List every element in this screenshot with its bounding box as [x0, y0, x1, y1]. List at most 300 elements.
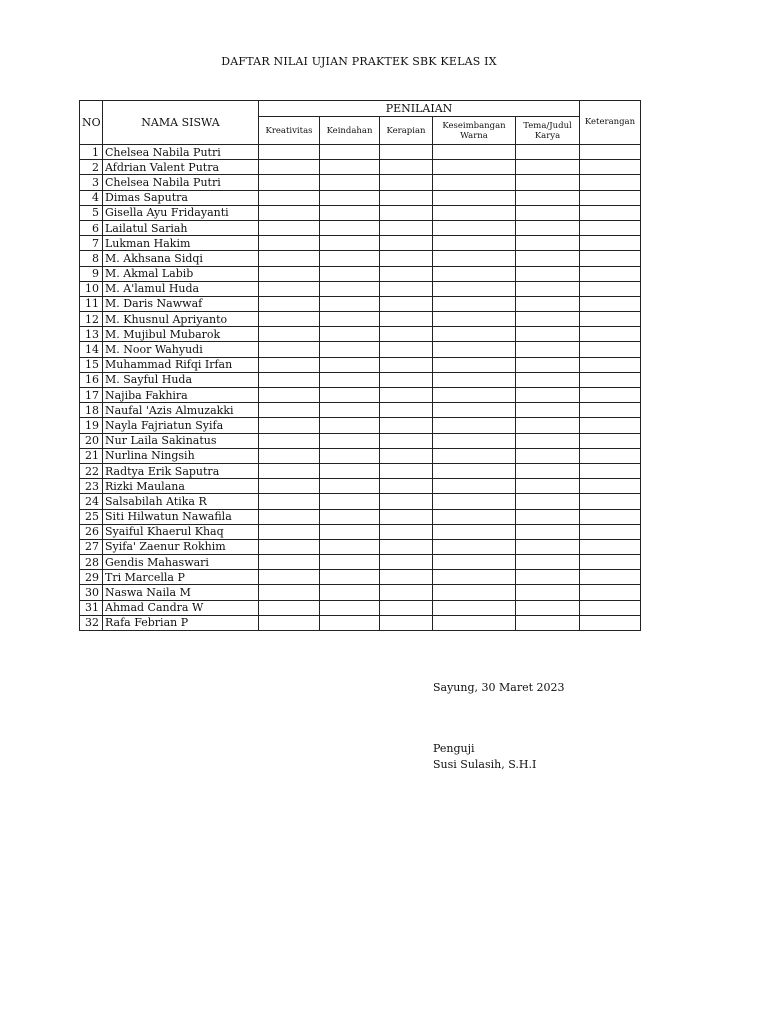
score-cell[interactable] [516, 479, 580, 494]
score-cell[interactable] [259, 220, 320, 235]
student-name: Muhammad Rifqi Irfan [103, 357, 259, 372]
score-cell[interactable] [259, 236, 320, 251]
student-name: M. Noor Wahyudi [103, 342, 259, 357]
row-number: 28 [80, 555, 103, 570]
score-cell[interactable] [259, 388, 320, 403]
score-cell[interactable] [516, 615, 580, 630]
row-number: 7 [80, 236, 103, 251]
row-number: 11 [80, 296, 103, 311]
score-cell[interactable] [433, 524, 516, 539]
table-row [80, 509, 641, 524]
row-number: 8 [80, 251, 103, 266]
keterangan-cell[interactable] [580, 448, 641, 463]
score-cell[interactable] [259, 509, 320, 524]
table-row [80, 494, 641, 509]
row-number: 2 [80, 160, 103, 175]
score-cell[interactable] [320, 190, 380, 205]
score-cell[interactable] [433, 585, 516, 600]
score-cell[interactable] [380, 479, 433, 494]
student-name: M. Akmal Labib [103, 266, 259, 281]
score-cell[interactable] [433, 236, 516, 251]
keterangan-cell[interactable] [580, 403, 641, 418]
keterangan-cell[interactable] [580, 388, 641, 403]
row-number: 32 [80, 615, 103, 630]
score-cell[interactable] [433, 342, 516, 357]
score-cell[interactable] [380, 296, 433, 311]
keterangan-cell[interactable] [580, 160, 641, 175]
keterangan-cell[interactable] [580, 555, 641, 570]
score-cell[interactable] [380, 220, 433, 235]
table-row [80, 327, 641, 342]
score-cell[interactable] [320, 205, 380, 220]
score-cell[interactable] [516, 433, 580, 448]
score-cell[interactable] [516, 570, 580, 585]
score-cell[interactable] [433, 281, 516, 296]
score-cell[interactable] [380, 600, 433, 615]
table-row [80, 479, 641, 494]
table-row [80, 539, 641, 554]
score-cell[interactable] [433, 357, 516, 372]
keterangan-cell[interactable] [580, 585, 641, 600]
score-cell[interactable] [259, 539, 320, 554]
student-name: M. Daris Nawwaf [103, 296, 259, 311]
score-cell[interactable] [516, 266, 580, 281]
row-number: 27 [80, 539, 103, 554]
table-row [80, 357, 641, 372]
row-number: 15 [80, 357, 103, 372]
score-cell[interactable] [516, 448, 580, 463]
score-cell[interactable] [380, 160, 433, 175]
score-cell[interactable] [259, 281, 320, 296]
keterangan-cell[interactable] [580, 236, 641, 251]
table-row [80, 448, 641, 463]
student-name: Chelsea Nabila Putri [103, 175, 259, 190]
table-row [80, 190, 641, 205]
score-cell[interactable] [259, 418, 320, 433]
keterangan-cell[interactable] [580, 266, 641, 281]
score-cell[interactable] [320, 585, 380, 600]
header-name: NAMA SISWA [103, 101, 259, 145]
table-row [80, 463, 641, 478]
student-name: Syaiful Khaerul Khaq [103, 524, 259, 539]
score-cell[interactable] [320, 615, 380, 630]
score-cell[interactable] [516, 220, 580, 235]
score-cell[interactable] [433, 418, 516, 433]
score-cell[interactable] [259, 570, 320, 585]
score-cell[interactable] [259, 327, 320, 342]
keterangan-cell[interactable] [580, 296, 641, 311]
student-name: Siti Hilwatun Nawafila [103, 509, 259, 524]
score-cell[interactable] [433, 555, 516, 570]
student-name: Lukman Hakim [103, 236, 259, 251]
table-row [80, 433, 641, 448]
row-number: 6 [80, 220, 103, 235]
score-cell[interactable] [259, 160, 320, 175]
score-cell[interactable] [380, 509, 433, 524]
row-number: 10 [80, 281, 103, 296]
keterangan-cell[interactable] [580, 342, 641, 357]
score-cell[interactable] [433, 570, 516, 585]
student-name: Tri Marcella P [103, 570, 259, 585]
table-row [80, 145, 641, 160]
table-body [80, 145, 641, 631]
score-cell[interactable] [380, 494, 433, 509]
score-cell[interactable] [516, 190, 580, 205]
score-cell[interactable] [516, 372, 580, 387]
keterangan-cell[interactable] [580, 251, 641, 266]
score-cell[interactable] [380, 418, 433, 433]
score-cell[interactable] [380, 266, 433, 281]
score-cell[interactable] [320, 509, 380, 524]
score-cell[interactable] [320, 327, 380, 342]
score-cell[interactable] [320, 372, 380, 387]
student-name: Gisella Ayu Fridayanti [103, 205, 259, 220]
student-name: Salsabilah Atika R [103, 494, 259, 509]
header-criterion-kreativitas: Kreativitas [259, 117, 320, 145]
score-cell[interactable] [433, 296, 516, 311]
score-cell[interactable] [259, 524, 320, 539]
student-name: M. Khusnul Apriyanto [103, 312, 259, 327]
score-cell[interactable] [320, 524, 380, 539]
score-cell[interactable] [433, 205, 516, 220]
score-cell[interactable] [516, 327, 580, 342]
score-cell[interactable] [433, 312, 516, 327]
score-cell[interactable] [516, 403, 580, 418]
score-cell[interactable] [516, 463, 580, 478]
header-keterangan: Keterangan [580, 101, 641, 145]
score-cell[interactable] [433, 145, 516, 160]
score-cell[interactable] [516, 388, 580, 403]
row-number: 22 [80, 463, 103, 478]
score-cell[interactable] [320, 555, 380, 570]
keterangan-cell[interactable] [580, 327, 641, 342]
score-cell[interactable] [380, 251, 433, 266]
row-number: 19 [80, 418, 103, 433]
row-number: 18 [80, 403, 103, 418]
student-name: M. Sayful Huda [103, 372, 259, 387]
score-cell[interactable] [380, 281, 433, 296]
table-row [80, 600, 641, 615]
student-name: M. Akhsana Sidqi [103, 251, 259, 266]
score-cell[interactable] [380, 327, 433, 342]
keterangan-cell[interactable] [580, 190, 641, 205]
score-cell[interactable] [320, 145, 380, 160]
score-cell[interactable] [433, 372, 516, 387]
keterangan-cell[interactable] [580, 281, 641, 296]
score-cell[interactable] [516, 236, 580, 251]
score-cell[interactable] [380, 312, 433, 327]
student-name: M. Mujibul Mubarok [103, 327, 259, 342]
score-cell[interactable] [380, 236, 433, 251]
keterangan-cell[interactable] [580, 312, 641, 327]
row-number: 3 [80, 175, 103, 190]
student-name: Rafa Febrian P [103, 615, 259, 630]
score-cell[interactable] [320, 220, 380, 235]
score-cell[interactable] [259, 600, 320, 615]
row-number: 17 [80, 388, 103, 403]
score-cell[interactable] [320, 479, 380, 494]
score-cell[interactable] [320, 357, 380, 372]
table-row [80, 266, 641, 281]
score-cell[interactable] [433, 175, 516, 190]
score-cell[interactable] [380, 463, 433, 478]
table-row [80, 160, 641, 175]
score-cell[interactable] [433, 509, 516, 524]
score-cell[interactable] [516, 357, 580, 372]
student-name: Dimas Saputra [103, 190, 259, 205]
row-number: 9 [80, 266, 103, 281]
keterangan-cell[interactable] [580, 145, 641, 160]
student-name: Najiba Fakhira [103, 388, 259, 403]
header-penilaian: PENILAIAN [259, 101, 580, 117]
row-number: 12 [80, 312, 103, 327]
table-row [80, 342, 641, 357]
score-cell[interactable] [380, 190, 433, 205]
student-name: Afdrian Valent Putra [103, 160, 259, 175]
score-cell[interactable] [259, 342, 320, 357]
row-number: 26 [80, 524, 103, 539]
table-row [80, 570, 641, 585]
student-name: Naufal 'Azis Almuzakki [103, 403, 259, 418]
score-cell[interactable] [380, 145, 433, 160]
score-cell[interactable] [516, 160, 580, 175]
table-row [80, 220, 641, 235]
score-cell[interactable] [320, 342, 380, 357]
score-cell[interactable] [516, 509, 580, 524]
score-cell[interactable] [259, 403, 320, 418]
score-cell[interactable] [320, 296, 380, 311]
table-row [80, 372, 641, 387]
keterangan-cell[interactable] [580, 494, 641, 509]
score-cell[interactable] [433, 160, 516, 175]
score-cell[interactable] [259, 479, 320, 494]
header-criterion-kerapian: Kerapian [380, 117, 433, 145]
student-name: Syifa' Zaenur Rokhim [103, 539, 259, 554]
score-cell[interactable] [320, 539, 380, 554]
table-row [80, 418, 641, 433]
score-cell[interactable] [433, 448, 516, 463]
keterangan-cell[interactable] [580, 509, 641, 524]
score-cell[interactable] [380, 585, 433, 600]
keterangan-cell[interactable] [580, 615, 641, 630]
score-cell[interactable] [380, 555, 433, 570]
score-cell[interactable] [380, 175, 433, 190]
score-cell[interactable] [516, 524, 580, 539]
score-cell[interactable] [259, 585, 320, 600]
score-cell[interactable] [259, 296, 320, 311]
score-cell[interactable] [516, 312, 580, 327]
student-name: Gendis Mahaswari [103, 555, 259, 570]
keterangan-cell[interactable] [580, 418, 641, 433]
row-number: 23 [80, 479, 103, 494]
score-cell[interactable] [259, 555, 320, 570]
table-row [80, 524, 641, 539]
score-cell[interactable] [259, 372, 320, 387]
score-cell[interactable] [380, 433, 433, 448]
row-number: 16 [80, 372, 103, 387]
keterangan-cell[interactable] [580, 524, 641, 539]
score-cell[interactable] [259, 494, 320, 509]
keterangan-cell[interactable] [580, 433, 641, 448]
score-cell[interactable] [516, 145, 580, 160]
student-name: Rizki Maulana [103, 479, 259, 494]
table-row [80, 236, 641, 251]
score-cell[interactable] [516, 251, 580, 266]
score-cell[interactable] [516, 342, 580, 357]
table-row [80, 388, 641, 403]
score-cell[interactable] [320, 281, 380, 296]
score-cell[interactable] [259, 190, 320, 205]
score-cell[interactable] [433, 479, 516, 494]
table-row [80, 403, 641, 418]
score-cell[interactable] [320, 448, 380, 463]
score-cell[interactable] [516, 539, 580, 554]
student-name: Chelsea Nabila Putri [103, 145, 259, 160]
row-number: 30 [80, 585, 103, 600]
student-name: Nurlina Ningsih [103, 448, 259, 463]
keterangan-cell[interactable] [580, 205, 641, 220]
row-number: 14 [80, 342, 103, 357]
row-number: 31 [80, 600, 103, 615]
student-name: Nayla Fajriatun Syifa [103, 418, 259, 433]
score-cell[interactable] [259, 433, 320, 448]
table-row [80, 296, 641, 311]
student-name: Naswa Naila M [103, 585, 259, 600]
score-cell[interactable] [516, 296, 580, 311]
table-row [80, 555, 641, 570]
score-cell[interactable] [320, 418, 380, 433]
score-cell[interactable] [259, 251, 320, 266]
place-date: Sayung, 30 Maret 2023 [433, 681, 565, 694]
score-cell[interactable] [380, 388, 433, 403]
score-cell[interactable] [433, 251, 516, 266]
table-row [80, 281, 641, 296]
header-criterion-keseimbangan-warna: Keseimbangan Warna [433, 117, 516, 145]
score-cell[interactable] [320, 251, 380, 266]
score-cell[interactable] [259, 357, 320, 372]
score-cell[interactable] [320, 403, 380, 418]
score-cell[interactable] [433, 266, 516, 281]
score-cell[interactable] [516, 281, 580, 296]
score-cell[interactable] [516, 175, 580, 190]
score-cell[interactable] [380, 524, 433, 539]
score-cell[interactable] [380, 570, 433, 585]
keterangan-cell[interactable] [580, 220, 641, 235]
score-cell[interactable] [320, 570, 380, 585]
row-number: 25 [80, 509, 103, 524]
row-number: 1 [80, 145, 103, 160]
score-cell[interactable] [516, 600, 580, 615]
keterangan-cell[interactable] [580, 175, 641, 190]
score-cell[interactable] [516, 585, 580, 600]
table-row [80, 205, 641, 220]
score-cell[interactable] [259, 448, 320, 463]
document-title: DAFTAR NILAI UJIAN PRAKTEK SBK KELAS IX [221, 55, 497, 68]
examiner-role: Penguji [433, 742, 475, 755]
score-cell[interactable] [516, 494, 580, 509]
score-cell[interactable] [433, 190, 516, 205]
keterangan-cell[interactable] [580, 570, 641, 585]
student-name: Ahmad Candra W [103, 600, 259, 615]
score-cell[interactable] [516, 205, 580, 220]
score-cell[interactable] [380, 448, 433, 463]
score-cell[interactable] [516, 418, 580, 433]
score-cell[interactable] [433, 600, 516, 615]
score-cell[interactable] [380, 342, 433, 357]
score-cell[interactable] [320, 160, 380, 175]
score-cell[interactable] [380, 403, 433, 418]
keterangan-cell[interactable] [580, 539, 641, 554]
score-cell[interactable] [259, 615, 320, 630]
score-cell[interactable] [320, 388, 380, 403]
student-name: Nur Laila Sakinatus [103, 433, 259, 448]
row-number: 5 [80, 205, 103, 220]
score-cell[interactable] [380, 372, 433, 387]
score-cell[interactable] [433, 463, 516, 478]
score-cell[interactable] [259, 175, 320, 190]
examiner-name: Susi Sulasih, S.H.I [433, 758, 537, 771]
score-cell[interactable] [259, 205, 320, 220]
keterangan-cell[interactable] [580, 357, 641, 372]
score-cell[interactable] [380, 539, 433, 554]
keterangan-cell[interactable] [580, 372, 641, 387]
score-cell[interactable] [433, 539, 516, 554]
score-cell[interactable] [380, 615, 433, 630]
header-criterion-tema-judul-karya: Tema/Judul Karya [516, 117, 580, 145]
student-name: Lailatul Sariah [103, 220, 259, 235]
student-name: M. A'lamul Huda [103, 281, 259, 296]
row-number: 21 [80, 448, 103, 463]
header-criterion-keindahan: Keindahan [320, 117, 380, 145]
score-cell[interactable] [516, 555, 580, 570]
score-cell[interactable] [320, 236, 380, 251]
score-cell[interactable] [320, 494, 380, 509]
score-cell[interactable] [259, 145, 320, 160]
score-cell[interactable] [320, 600, 380, 615]
score-cell[interactable] [380, 357, 433, 372]
row-number: 29 [80, 570, 103, 585]
score-cell[interactable] [433, 220, 516, 235]
header-no: NO [80, 101, 103, 145]
score-cell[interactable] [320, 266, 380, 281]
score-cell[interactable] [433, 403, 516, 418]
table-row [80, 615, 641, 630]
score-cell[interactable] [433, 615, 516, 630]
grades-table [79, 100, 641, 631]
keterangan-cell[interactable] [580, 463, 641, 478]
student-name: Radtya Erik Saputra [103, 463, 259, 478]
score-cell[interactable] [259, 312, 320, 327]
score-cell[interactable] [433, 494, 516, 509]
table-row [80, 312, 641, 327]
score-cell[interactable] [433, 433, 516, 448]
score-cell[interactable] [320, 175, 380, 190]
table-row [80, 251, 641, 266]
score-cell[interactable] [433, 327, 516, 342]
score-cell[interactable] [320, 433, 380, 448]
score-cell[interactable] [259, 463, 320, 478]
row-number: 20 [80, 433, 103, 448]
score-cell[interactable] [320, 312, 380, 327]
row-number: 24 [80, 494, 103, 509]
score-cell[interactable] [259, 266, 320, 281]
keterangan-cell[interactable] [580, 479, 641, 494]
score-cell[interactable] [320, 463, 380, 478]
table-row [80, 585, 641, 600]
keterangan-cell[interactable] [580, 600, 641, 615]
score-cell[interactable] [380, 205, 433, 220]
score-cell[interactable] [433, 388, 516, 403]
